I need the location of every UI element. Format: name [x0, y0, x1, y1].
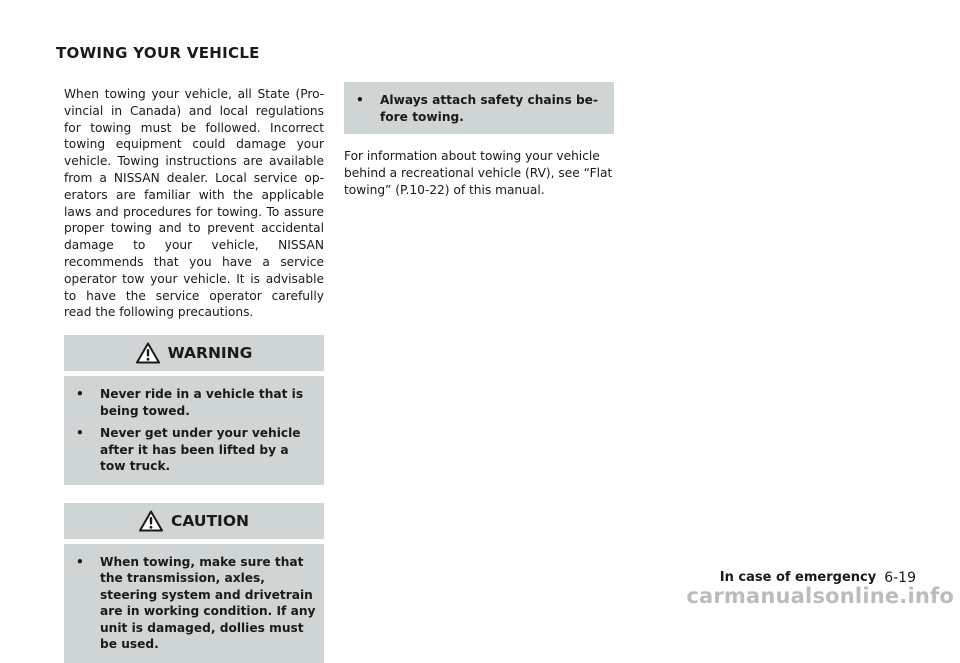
caution-item-text: When towing, make sure that the transmission, axles, steering system and drivetrain are in working condition. If any unit is damaged, dollies must be used. [100, 554, 316, 652]
footer-section: In case of emergency [719, 570, 877, 585]
warning-item [72, 425, 316, 475]
bullet-marker: • [76, 554, 84, 569]
safety-chains-item [352, 92, 606, 125]
intro-paragraph: When towing your vehicle, all State (Provincial in Canada) and local regulations for towing must be followed. Incorrect towing equipment could damage your vehicle. Towing instructions are available from a NISSAN dealer. Local service operators are familiar with the applicable laws and procedures for towing. To assure proper towing and to prevent accidental damage to your vehicle, NISSAN recommends that you have a service operator tow your vehicle. It is advisable to have the service operator carefully read the following precautions. [64, 87, 324, 320]
left-column [64, 86, 324, 663]
warning-item-text: Never get under your vehicle after it has been lifted by a tow truck. [100, 426, 301, 474]
caution-label: CAUTION [171, 511, 249, 530]
warning-label: WARNING [167, 344, 253, 363]
page-title: TOWING YOUR VEHICLE [56, 44, 260, 62]
flat-towing-paragraph: For information about towing your vehicle behind a recreational vehicle (RV), see “Flat towing” (P.10-22) of this manual. [344, 149, 613, 197]
warning-header [64, 335, 324, 371]
safety-chains-text: Always attach safety chains before towing. [380, 93, 598, 124]
page-number: 6-19 [884, 570, 916, 586]
safety-chains-box [344, 82, 614, 134]
watermark: carmanualsonline.info [686, 584, 954, 608]
bullet-marker: • [76, 387, 84, 402]
warning-triangle-icon [139, 510, 163, 532]
warning-item [72, 386, 316, 419]
caution-body [64, 544, 324, 663]
warning-body [64, 376, 324, 485]
right-column [344, 82, 614, 198]
bullet-marker: • [356, 93, 364, 107]
bullet-marker: • [76, 426, 84, 441]
warning-triangle-icon [136, 342, 160, 364]
caution-item [72, 554, 316, 653]
caution-header [64, 503, 324, 539]
warning-item-text: Never ride in a vehicle that is being towed. [100, 387, 304, 418]
